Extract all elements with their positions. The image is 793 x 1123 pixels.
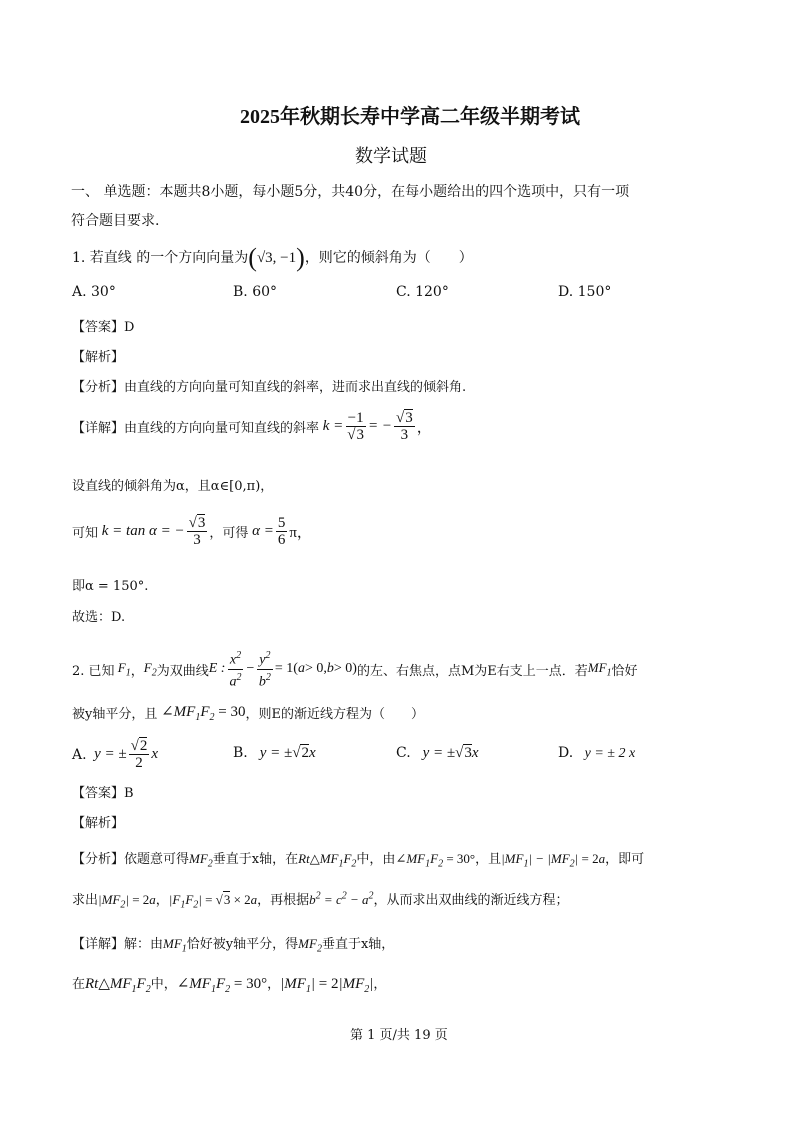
q2-stem-a: 2. 已知 xyxy=(72,663,115,679)
q2-option-a-formula: y = ± $\frac{√2}{2}$ x xyxy=(86,738,158,771)
q2-answer: 【答案】B xyxy=(72,786,134,801)
q2-f2: $F_2$ xyxy=(143,659,157,679)
q2-option-b xyxy=(233,745,316,762)
q1-alpha-formula: α = $\frac{5}{6}$ π， xyxy=(248,515,312,548)
q1-analysis-label: 【解析】 xyxy=(72,350,125,365)
q2-diff-2a: $|MF_1| - |MF_2| = 2a$ xyxy=(501,851,606,870)
q2-stem-b: 为双曲线 xyxy=(156,663,209,679)
q2-option-a-label: A. xyxy=(72,746,87,763)
q1-vector-right-paren: ) xyxy=(296,243,305,272)
q2-fenxi2-b: ，再根据 xyxy=(257,893,310,908)
q1-xiangjie-text: 【详解】由直线的方向向量可知直线的斜率 xyxy=(72,421,320,436)
q1-option-d: D. 150° xyxy=(558,284,612,300)
q2-option-b-label: B. xyxy=(233,745,248,761)
q2-triangle-b: $Rt\triangle MF_1F_2$ xyxy=(85,976,151,995)
q2-stem-d: 恰好 xyxy=(611,663,638,679)
q2-fenxi-b: 垂直于x轴，在 xyxy=(212,852,299,867)
q1-line-know-a: 可知 xyxy=(72,526,99,541)
q1-fenxi: 【分析】由直线的方向向量可知直线的斜率，进而求出直线的倾斜角. xyxy=(72,380,467,395)
q1-answer: 【答案】D xyxy=(72,320,135,335)
q1-line-know-b: ，可得 xyxy=(209,526,249,541)
q2-angle-30-a: $\angle MF_1F_2 = 30^\circ$ xyxy=(395,851,476,870)
q2-mf2-b: $MF_2$ xyxy=(298,936,322,955)
q1-option-b: B. 60° xyxy=(233,284,278,300)
q2-b2-formula: $b^2 = c^2 - a^2$ xyxy=(309,890,374,907)
q1-slope-formula: k = $\frac{-1}{√3}$ = − $\frac{√3}{3}$ ， xyxy=(319,410,432,443)
q1-vector: √3, −1 xyxy=(256,250,297,266)
q2-last-a: 在 xyxy=(72,977,86,992)
q2-triangle-a: $Rt\triangle MF_1F_2$ xyxy=(298,851,357,870)
q2-option-d xyxy=(558,745,635,762)
q1-vector-left-paren: ( xyxy=(248,243,257,272)
q2-stem-c: 的左、右焦点，点M为E右支上一点．若 xyxy=(356,663,588,679)
q1-line-set: 设直线的倾斜角为α，且α∈[0,π)， xyxy=(72,479,274,494)
q2-option-b-formula: y = ±√2x xyxy=(252,745,316,761)
q2-angle-30-b: $\angle MF_1F_2 = 30^\circ$ xyxy=(176,976,268,995)
q1-line-choose: 故选：D. xyxy=(72,610,126,625)
q2-xiangjie xyxy=(72,933,394,955)
q1-stem xyxy=(72,243,473,272)
q2-hyperbola-formula: E : $\frac{x^2}{a^2}$ − $\frac{y^2}{b^2}$ = 1( a > 0, b > 0) xyxy=(208,650,357,690)
q2-fenxi-e: ，即可 xyxy=(605,852,645,867)
q2-option-d-formula: y = ± 2 x xyxy=(577,746,636,761)
q2-last-b: 中， xyxy=(150,977,177,992)
q1-xiangjie xyxy=(72,410,432,443)
q2-fenxi-c: 中，由 xyxy=(356,852,396,867)
q2-fenxi2-a: 求出 xyxy=(72,893,99,908)
q2-fenxi-line1 xyxy=(72,848,644,870)
q2-fenxi-a: 【分析】依题意可得 xyxy=(72,852,190,867)
q2-angle-condition: $\angle MF_1F_2 = 30$ xyxy=(157,704,246,723)
q2-mf1: $MF_1$ xyxy=(587,659,612,679)
q2-option-d-label: D. xyxy=(558,745,574,761)
q2-stem-line1: 2. 已知 $F_1$ ， $F_2$ 为双曲线 E : $\frac{x^2}{a^2}$ − $\frac{y^2}{b^2}$ = 1( a > 0, b > 0) 的左、右焦点，点M为E右支上一点．若 $MF_1$ 恰好 xyxy=(72,650,638,690)
q1-stem-b: ，则它的倾斜角为（ ） xyxy=(304,250,473,266)
q2-xiangjie-b: 恰好被y轴平分，得 xyxy=(186,937,299,952)
q2-mf1-double: $|MF_1| = 2|MF_2|$ xyxy=(280,976,374,995)
q1-option-a: A. 30° xyxy=(72,284,116,300)
q1-line-ji: 即α = 150°. xyxy=(72,579,149,594)
page-footer: 第 1 页/共 19 页 xyxy=(350,1028,448,1043)
q2-line2-a: 被y轴平分，且 xyxy=(72,707,158,722)
page-title: 2025年秋期长寿中学高二年级半期考试 xyxy=(240,106,580,128)
q2-fenxi-d: ，且 xyxy=(475,852,502,867)
section-intro-line2: 符合题目要求. xyxy=(71,213,160,229)
q2-fenxi2-c: ，从而求出双曲线的渐近线方程； xyxy=(373,893,569,908)
q2-mf2-a: $MF_2$ xyxy=(189,851,213,870)
q2-option-c-formula: y = ±√3x xyxy=(415,745,479,761)
q2-xiangjie-c: 垂直于x轴， xyxy=(321,937,395,952)
q2-last-line: 在$Rt\triangle MF_1F_2$中，$\angle MF_1F_2 = 30^\circ$，$|MF_1| = 2|MF_2|$， xyxy=(72,976,387,995)
q2-f1f2-eq: $|F_1F_2| = √3 \times 2a$ xyxy=(168,892,258,911)
q2-stem-line2 xyxy=(72,702,424,723)
section-intro-line1: 一、 单选题：本题共8小题，每小题5分，共40分，在每小题给出的四个选项中，只有一项 xyxy=(71,184,630,200)
q1-tan-formula: k = tan α = − $\frac{√3}{3}$ xyxy=(98,515,206,548)
q2-mf1-b: $MF_1$ xyxy=(163,936,187,955)
q1-option-c: C. 120° xyxy=(396,284,449,300)
q2-mf2-eq: $|MF_2| = 2a$ xyxy=(98,892,156,911)
q2-option-c-label: C. xyxy=(396,745,411,761)
q2-option-c xyxy=(396,745,479,762)
q2-analysis-label: 【解析】 xyxy=(72,816,125,831)
page-subtitle: 数学试题 xyxy=(355,146,427,167)
q2-fenxi-line2: 求出$|MF_2| = 2a$，$|F_1F_2| = √3 \times 2a$，再根据$b^2 = c^2 - a^2$，从而求出双曲线的渐近线方程； xyxy=(72,890,569,911)
q2-xiangjie-a: 【详解】解：由 xyxy=(72,937,164,952)
q1-stem-a: 1. 若直线 的一个方向向量为 xyxy=(72,250,249,266)
q2-line2-b: ，则E的渐近线方程为（ ） xyxy=(245,707,424,722)
q2-f1: $F_1$ xyxy=(114,659,131,679)
q2-option-a xyxy=(72,738,158,771)
q1-line-know xyxy=(72,515,312,548)
